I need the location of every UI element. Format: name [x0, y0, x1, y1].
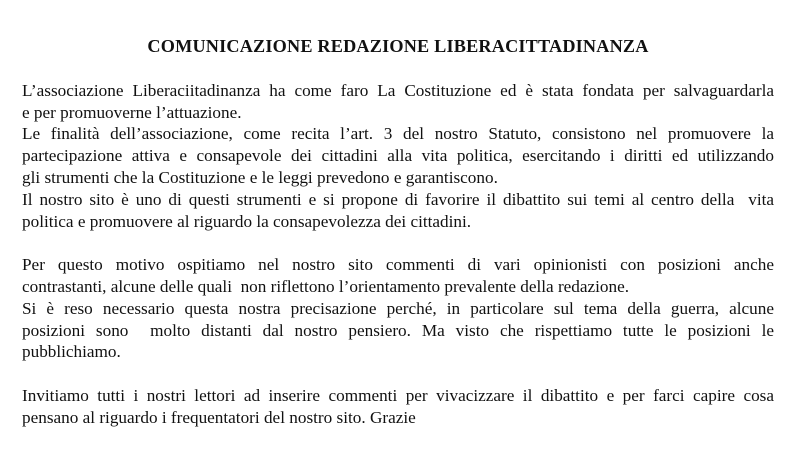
text-line: posizioni sono molto distanti dal nostro pensiero. Ma visto che rispettiamo tutte le posizioni le: [22, 320, 774, 340]
paragraph: [22, 254, 774, 363]
document-title: COMUNICAZIONE REDAZIONE LIBERACITTADINANZA: [147, 36, 649, 56]
text-line: politica e promuovere al riguardo la consapevolezza dei cittadini.: [22, 211, 472, 231]
text-line: partecipazione attiva e consapevole dei cittadini alla vita politica, esercitando i diritti ed utilizzando: [22, 146, 774, 166]
text-line: e per promuoverne l’attuazione.: [22, 102, 242, 122]
text-line: Il nostro sito è uno di questi strumenti e si propone di favorire il dibattito sui temi al centro della vita: [22, 189, 774, 209]
text-line: pubblichiamo.: [22, 342, 121, 362]
paragraph: [22, 385, 774, 429]
text-line: pensano al riguardo i frequentatori del nostro sito. Grazie: [22, 407, 416, 427]
text-line: Invitiamo tutti i nostri lettori ad inserire commenti per vivacizzare il dibattito e per farci capire cosa: [22, 385, 774, 405]
text-line: Le finalità dell’associazione, come recita l’art. 3 del nostro Statuto, consistono nel promuovere la: [22, 124, 774, 144]
document-body: [22, 80, 774, 429]
text-line: gli strumenti che la Costituzione e le leggi prevedono e garantiscono.: [22, 167, 498, 187]
text-line: contrastanti, alcune delle quali non riflettono l’orientamento prevalente della redazione.: [22, 276, 630, 296]
text-line: Per questo motivo ospitiamo nel nostro sito commenti di vari opinionisti con posizioni anche: [22, 255, 774, 275]
text-line: L’associazione Liberaciitadinanza ha come faro La Costituzione ed è stata fondata per salvaguardarla: [22, 80, 774, 100]
text-line: Si è reso necessario questa nostra precisazione perché, in particolare sul tema della guerra, alcune: [22, 298, 774, 318]
paragraph: [22, 80, 774, 233]
